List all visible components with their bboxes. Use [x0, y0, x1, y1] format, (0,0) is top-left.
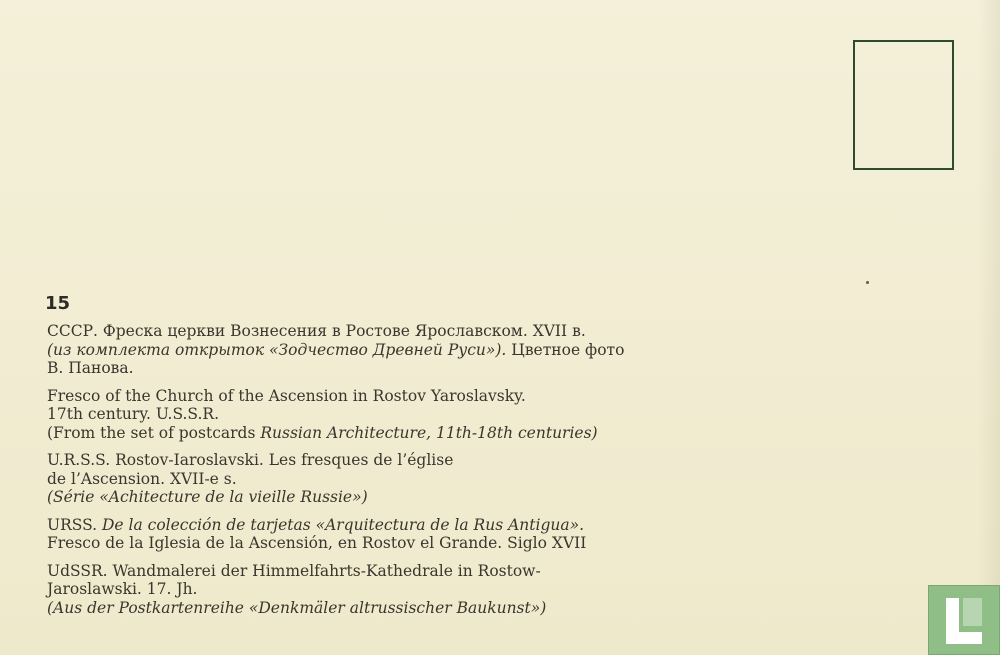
caption-spanish-series: De la colección de tarjetas «Arquitectura de la Rus Antigua». [102, 515, 585, 534]
caption-block [47, 322, 727, 626]
caption-english-line3 [47, 424, 727, 443]
caption-russian-line1: СССР. Фреска церкви Вознесения в Ростове Ярославском. XVII в. [47, 322, 586, 340]
caption-spanish-line1 [47, 516, 727, 535]
caption-english-line2: 17th century. U.S.S.R. [47, 405, 220, 423]
caption-spanish-country: URSS. [47, 515, 102, 534]
caption-russian-line2 [47, 341, 727, 360]
speck-mark [866, 281, 869, 284]
caption-german-line1: UdSSR. Wandmalerei der Himmelfahrts-Kathedrale in Rostow- [47, 561, 541, 580]
caption-russian-line3: В. Панова. [47, 359, 134, 377]
caption-french-line1: U.R.S.S. Rostov-Iaroslavski. Les fresques de l’église [47, 451, 454, 469]
stamp-box [853, 40, 954, 170]
caption-french-line2: de l’Ascension. XVII-e s. [47, 469, 237, 488]
caption-german-line2: Jaroslawski. 17. Jh. [47, 580, 198, 598]
caption-french-line3: (Série «Achitecture de la vieille Russie») [47, 488, 368, 506]
caption-spanish-line2: Fresco de la Iglesia de la Ascensión, en Rostov el Grande. Siglo XVII [47, 534, 587, 552]
caption-french [47, 451, 727, 507]
caption-spanish [47, 516, 727, 553]
caption-russian [47, 322, 727, 378]
caption-english-set: (From the set of postcards [47, 423, 261, 442]
caption-russian-series: (из комплекта открыток «Зодчество Древней Руси»). [47, 340, 507, 359]
caption-english-line1: Fresco of the Church of the Ascension in Rostov Yaroslavsky. [47, 386, 526, 405]
caption-english [47, 387, 727, 443]
caption-german-line3: (Aus der Postkartenreihe «Denkmäler altrussischer Baukunst») [47, 598, 547, 617]
card-number: 15 [45, 293, 71, 314]
caption-german [47, 562, 727, 618]
card-edge-shadow [978, 0, 1000, 655]
lastdodo-l-logo-icon[interactable] [928, 585, 1000, 655]
caption-english-series: Russian Architecture, 11th-18th centuries) [260, 423, 598, 442]
caption-russian-photo: Цветное фото [506, 340, 625, 359]
